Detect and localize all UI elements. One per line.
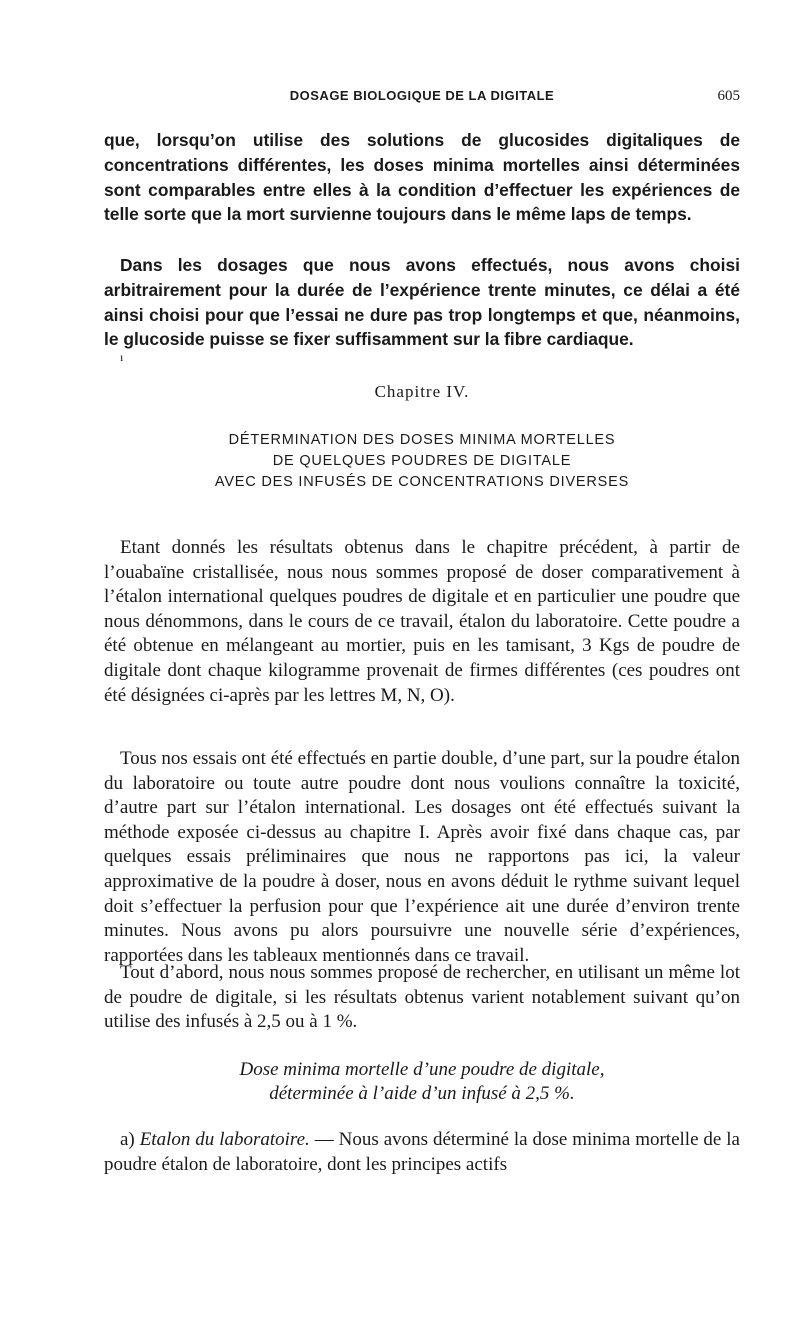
running-header — [104, 88, 740, 112]
chapter-title-line: DÉTERMINATION DES DOSES MINIMA MORTELLES — [228, 432, 616, 448]
paragraph-italic-term: Etalon du laboratoire. — [139, 1129, 310, 1150]
paragraph-etalon — [104, 1128, 740, 1177]
paragraph-text: — Nous avons déterminé la dose minima mortelle de la poudre étalon de laboratoire, dont les principes actifs — [104, 1129, 740, 1175]
chapter-title-line: AVEC DES INFUSÉS DE CONCENTRATIONS DIVERSES — [214, 474, 630, 490]
paragraph-text: Etant donnés les résultats obtenus dans le chapitre précédent, à partir de l’ouabaïne cristallisée, nous nous sommes proposé de doser comparativement à l’étalon international quelques poudres de digitale et en particulier une poudre que nous dénommons, dans le cours de ce travail, étalon du laboratoire. Cette poudre a été obtenue en mélangeant au mortier, puis en les tamisant, 3 Kgs de poudre de digitale dont chaque kilogramme provenait de firmes différentes (ces poudres ont été désignées ci-après par les lettres M, N, O). — [104, 537, 740, 706]
paragraph-intro — [104, 536, 740, 708]
paragraph-duration — [104, 253, 740, 352]
subsection-line: Dose minima mortelle d’une poudre de digitale, — [239, 1059, 605, 1080]
subsection-title — [104, 1058, 740, 1106]
paragraph-text: Tous nos essais ont été effectués en partie double, d’une part, sur la poudre étalon du laboratoire ou toute autre poudre dont nous voulions connaître la toxicité, d’autre part sur l’étalon international. Les dosages ont été effectués suivant la méthode exposée ci-dessus au chapitre I. Après avoir fixé dans chaque cas, par quelques essais préliminaires que nous ne rapportons pas ici, la valeur approximative de la poudre à doser, nous en avons déduit le rythme suivant lequel doit s’effectuer la perfusion pour que l’expérience ait une durée d’environ trente minutes. Nous avons pu alors poursuivre une nouvelle série d’expériences, rapportées dans les tableaux mentionnés dans ce travail. — [104, 748, 740, 966]
chapter-heading: Chapitre IV. — [374, 382, 470, 401]
paragraph-text: Dans les dosages que nous avons effectués, nous avons choisi arbitrairement pour la durée de l’expérience trente minutes, ce délai a été ainsi choisi pour que l’essai ne dure pas trop longtemps et que, néanmoins, le glucoside puisse se fixer suffisamment sur la fibre cardiaque. — [104, 255, 740, 350]
stray-mark: ı — [120, 350, 124, 364]
paragraph-label: a) — [120, 1129, 140, 1150]
paragraph-text: que, lorsqu’on utilise des solutions de glucosides digitaliques de concentrations différentes, les doses minima mortelles ainsi déterminées sont comparables entre elles à la condition d’effectuer les expériences de telle sorte que la mort survienne toujours dans le même laps de temps. — [104, 130, 740, 225]
paragraph-continuation — [104, 128, 740, 227]
paragraph-text: Tout d’abord, nous nous sommes proposé de rechercher, en utilisant un même lot de poudre de digitale, si les résultats obtenus varient notablement suivant qu’on utilise des infusés à 2,5 ou à 1 %. — [104, 962, 740, 1033]
chapter-title — [104, 430, 740, 493]
chapter-title-line: DE QUELQUES POUDRES DE DIGITALE — [272, 453, 572, 469]
running-title: DOSAGE BIOLOGIQUE DE LA DIGITALE — [289, 88, 555, 103]
subsection-line: déterminée à l’aide d’un infusé à 2,5 %. — [269, 1083, 575, 1104]
paragraph-objective — [104, 961, 740, 1035]
page-number: 605 — [717, 88, 740, 104]
paragraph-method — [104, 747, 740, 968]
